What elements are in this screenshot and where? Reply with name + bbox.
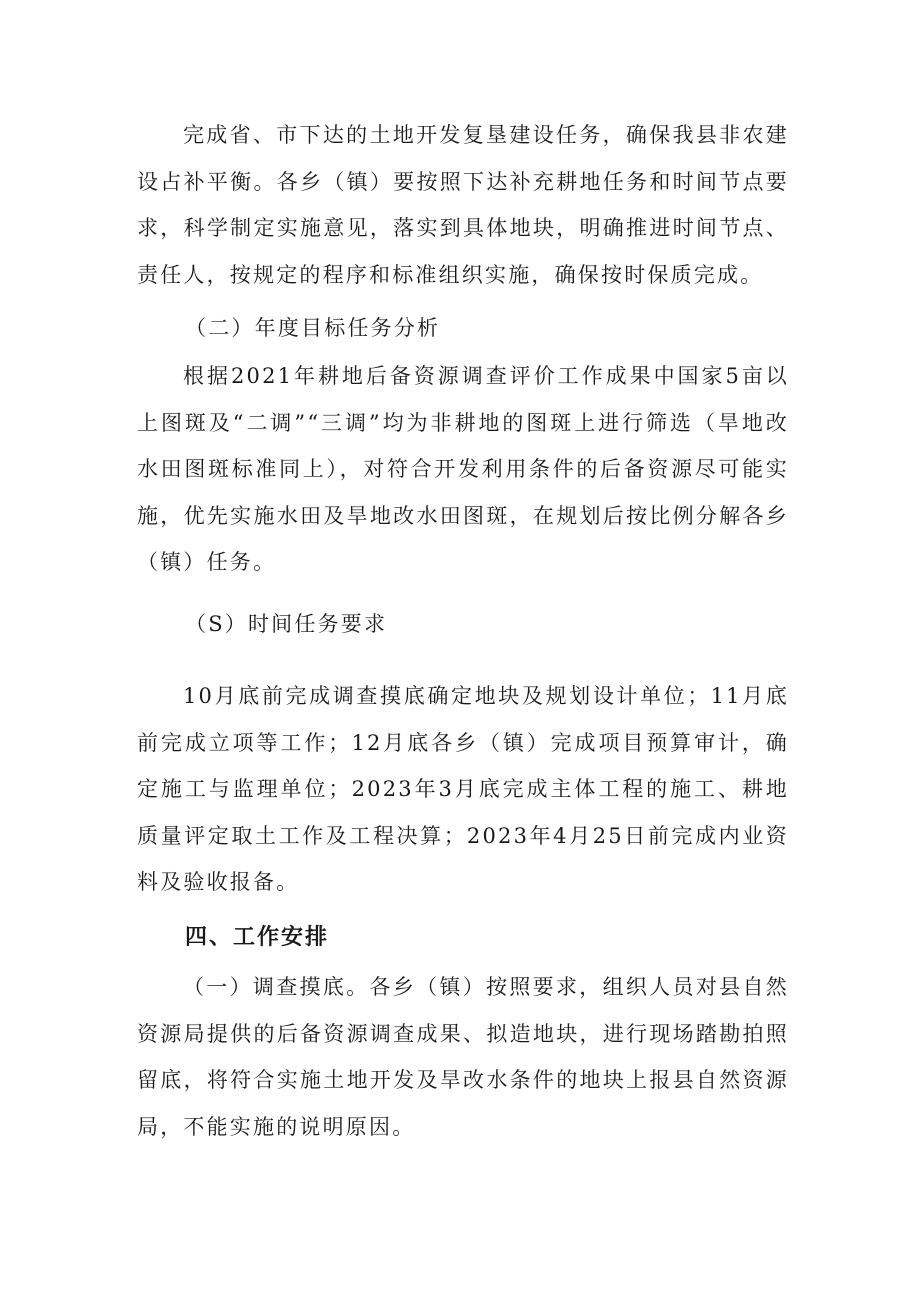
paragraph-task-completion: 完成省、市下达的土地开发复垦建设任务，确保我县非农建设占补平衡。各乡（镇）要按照下达补充耕地任务和时间节点要求，科学制定实施意见，落实到具体地块，明确推进时间节点、责任人，按规定的程序和标准组织实施，确保按时保质完成。 bbox=[137, 123, 789, 287]
heading-time-requirements: （S）时间任务要求 bbox=[185, 612, 388, 636]
paragraph-investigation: （一）调查摸底。各乡（镇）按照要求，组织人员对县自然资源局提供的后备资源调查成果、拟造地块，进行现场踏勘拍照留底，将符合实施土地开发及旱改水条件的地块上报县自然资源局，不能实施的说明原因。 bbox=[137, 975, 789, 1139]
paragraph-time-requirements: 10月底前完成调查摸底确定地块及规划设计单位；11月底前完成立项等工作；12月底各乡（镇）完成项目预算审计，确定施工与监理单位；2023年3月底完成主体工程的施工、耕地质量评定取土工作及工程决算；2023年4月25日前完成内业资料及验收报备。 bbox=[137, 684, 789, 894]
heading-work-arrangement: 四、工作安排 bbox=[185, 925, 330, 950]
heading-annual-target-analysis: （二）年度目标任务分析 bbox=[185, 316, 441, 340]
paragraph-annual-target: 根据2021年耕地后备资源调查评价工作成果中国家5亩以上图斑及“二调”“三调”均为非耕地的图斑上进行筛选（旱地改水田图斑标准同上），对符合开发利用条件的后备资源尽可能实施，优先实施水田及旱地改水田图斑，在规划后按比例分解各乡（镇）任务。 bbox=[137, 364, 789, 574]
